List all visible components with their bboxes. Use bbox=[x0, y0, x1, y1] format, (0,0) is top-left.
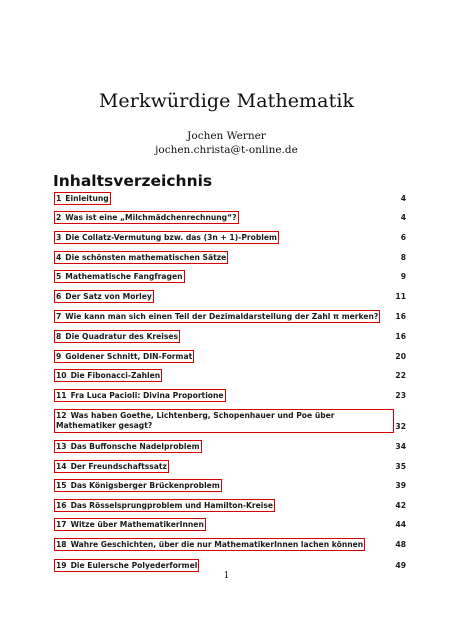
toc-link[interactable] bbox=[54, 440, 202, 453]
toc-section-title: Goldener Schnitt, DIN-Format bbox=[65, 352, 193, 361]
toc-page-number: 16 bbox=[395, 332, 406, 341]
toc-link[interactable] bbox=[54, 310, 380, 323]
toc-section-number: 17 bbox=[56, 520, 67, 529]
toc-page-number: 35 bbox=[395, 462, 406, 471]
toc-entry bbox=[54, 389, 406, 403]
toc-section-number: 7 bbox=[56, 312, 62, 321]
toc-section-number: 16 bbox=[56, 501, 67, 510]
toc-section-number: 13 bbox=[56, 442, 67, 451]
toc-page-number: 22 bbox=[395, 371, 406, 380]
toc-section-number: 8 bbox=[56, 332, 62, 341]
toc-link[interactable] bbox=[54, 389, 226, 402]
toc-page-number: 32 bbox=[395, 422, 406, 431]
toc-page-number: 48 bbox=[395, 540, 406, 549]
toc-section-title: Einleitung bbox=[65, 194, 109, 203]
toc-entry bbox=[54, 211, 406, 225]
toc-entry bbox=[54, 369, 406, 383]
toc-link[interactable] bbox=[54, 369, 162, 382]
toc-entry bbox=[54, 192, 406, 206]
toc-page-number: 6 bbox=[400, 233, 406, 242]
toc-section-number: 15 bbox=[56, 481, 67, 490]
toc-link[interactable] bbox=[54, 479, 222, 492]
toc-page-number: 4 bbox=[400, 194, 406, 203]
toc-section-title: Was haben Goethe, Lichtenberg, Schopenhauer und Poe über Mathematiker gesagt? bbox=[56, 411, 335, 430]
toc-link[interactable] bbox=[54, 330, 180, 343]
toc-link[interactable] bbox=[54, 538, 365, 551]
toc-section-title: Die Quadratur des Kreises bbox=[65, 332, 179, 341]
toc-section-title: Das Rösselsprungproblem und Hamilton-Kreise bbox=[70, 501, 274, 510]
toc-section-title: Wahre Geschichten, über die nur MathematikerInnen lachen können bbox=[70, 540, 364, 549]
toc-page-number: 23 bbox=[395, 391, 406, 400]
toc-link[interactable] bbox=[54, 518, 206, 531]
toc-entry bbox=[54, 409, 406, 431]
toc-page-number: 8 bbox=[400, 253, 406, 262]
toc-page-number: 16 bbox=[395, 312, 406, 321]
toc-section-number: 5 bbox=[56, 272, 62, 281]
toc-entry bbox=[54, 479, 406, 493]
toc-link[interactable] bbox=[54, 192, 111, 205]
toc-page-number: 44 bbox=[395, 520, 406, 529]
toc-entry bbox=[54, 310, 406, 324]
toc-section-number: 3 bbox=[56, 233, 62, 242]
author-block bbox=[0, 129, 453, 157]
toc-section-number: 18 bbox=[56, 540, 67, 549]
toc-entry bbox=[54, 251, 406, 265]
toc-link[interactable] bbox=[54, 231, 279, 244]
toc-page-number: 9 bbox=[400, 272, 406, 281]
toc-section-number: 11 bbox=[56, 391, 67, 400]
toc-page-number: 42 bbox=[395, 501, 406, 510]
toc-section-title: Die Eulersche Polyederformel bbox=[70, 561, 198, 570]
toc-entry bbox=[54, 518, 406, 532]
toc-link[interactable] bbox=[54, 409, 394, 433]
toc-section-number: 9 bbox=[56, 352, 62, 361]
toc-page-number: 39 bbox=[395, 481, 406, 490]
toc-entry bbox=[54, 231, 406, 245]
toc-section-title: Die Collatz-Vermutung bzw. das (3n + 1)-Problem bbox=[65, 233, 277, 242]
toc-section-number: 12 bbox=[56, 411, 67, 420]
toc-section-number: 14 bbox=[56, 462, 67, 471]
toc-page-number: 49 bbox=[395, 561, 406, 570]
toc-entry bbox=[54, 499, 406, 513]
toc-section-title: Wie kann man sich einen Teil der Dezimaldarstellung der Zahl π merken? bbox=[65, 312, 379, 321]
toc-entry bbox=[54, 460, 406, 474]
toc-section-number: 10 bbox=[56, 371, 67, 380]
toc-link[interactable] bbox=[54, 251, 228, 264]
toc-section-number: 1 bbox=[56, 194, 62, 203]
toc-section-title: Das Buffonsche Nadelproblem bbox=[70, 442, 200, 451]
toc-section-number: 19 bbox=[56, 561, 67, 570]
toc-section-title: Was ist eine „Milchmädchenrechnung“? bbox=[65, 213, 237, 222]
toc-entry bbox=[54, 270, 406, 284]
toc-link[interactable] bbox=[54, 290, 154, 303]
toc-heading: Inhaltsverzeichnis bbox=[53, 172, 213, 190]
author-email[interactable]: jochen.christa@t-online.de bbox=[155, 144, 298, 156]
document-title: Merkwürdige Mathematik bbox=[98, 90, 355, 112]
toc-page-number: 4 bbox=[400, 213, 406, 222]
toc-section-title: Mathematische Fangfragen bbox=[65, 272, 183, 281]
page-number: 1 bbox=[223, 571, 230, 581]
toc-entry bbox=[54, 330, 406, 344]
toc-entry bbox=[54, 440, 406, 454]
toc-section-number: 4 bbox=[56, 253, 62, 262]
toc-page-number: 34 bbox=[395, 442, 406, 451]
toc-section-title: Fra Luca Pacioli: Divina Proportione bbox=[70, 391, 224, 400]
toc-page-number: 20 bbox=[395, 352, 406, 361]
toc-section-number: 6 bbox=[56, 292, 62, 301]
toc-section-number: 2 bbox=[56, 213, 62, 222]
author-name: Jochen Werner bbox=[187, 130, 266, 142]
toc-section-title: Der Satz von Morley bbox=[65, 292, 152, 301]
toc-page-number: 11 bbox=[395, 292, 406, 301]
toc-link[interactable] bbox=[54, 499, 275, 512]
toc-link[interactable] bbox=[54, 460, 169, 473]
toc-link[interactable] bbox=[54, 270, 185, 283]
toc-section-title: Witze über MathematikerInnen bbox=[70, 520, 204, 529]
toc-entry bbox=[54, 350, 406, 364]
toc-entry bbox=[54, 290, 406, 304]
toc-entry bbox=[54, 538, 406, 552]
toc-link[interactable] bbox=[54, 350, 194, 363]
toc-section-title: Der Freundschaftssatz bbox=[70, 462, 167, 471]
toc-section-title: Das Königsberger Brückenproblem bbox=[70, 481, 220, 490]
toc-link[interactable] bbox=[54, 211, 239, 224]
toc-section-title: Die Fibonacci-Zahlen bbox=[70, 371, 161, 380]
toc-section-title: Die schönsten mathematischen Sätze bbox=[65, 253, 227, 262]
